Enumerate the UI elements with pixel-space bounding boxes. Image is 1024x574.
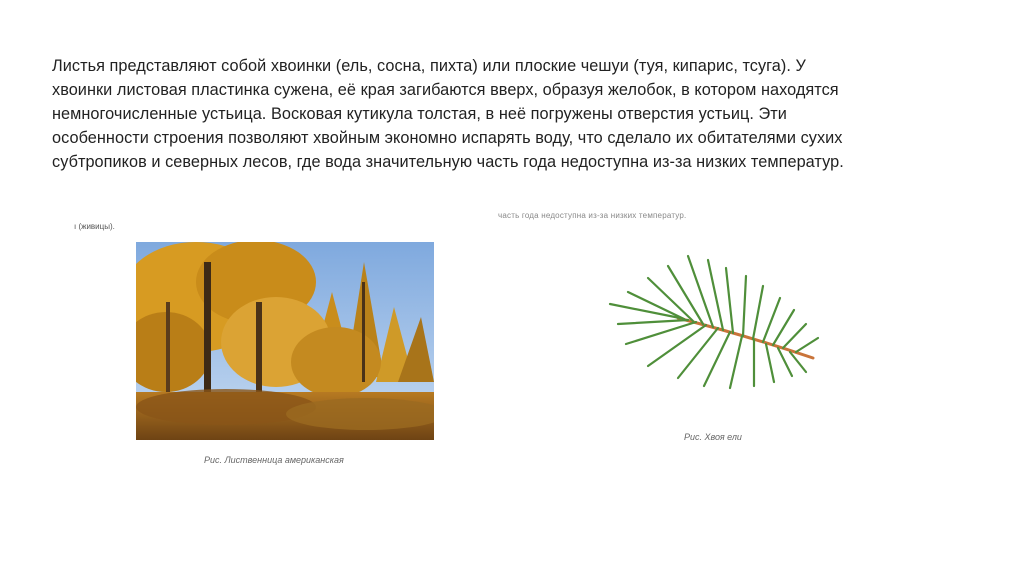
larch-forest-photo: [136, 242, 434, 440]
larch-forest-image: [136, 242, 434, 440]
spruce-caption: Рис. Хвоя ели: [684, 432, 742, 442]
larch-caption: Рис. Лиственница американская: [204, 455, 344, 465]
cropped-source-text-right: часть года недоступна из-за низких температур.: [498, 211, 687, 220]
spruce-needles-icon: [608, 248, 822, 394]
cropped-source-text-left: ı (живицы).: [74, 222, 115, 231]
body-paragraph: Листья представляют собой хвоинки (ель, сосна, пихта) или плоские чешуи (туя, кипарис, тсуга). У хвоинки листовая пластинка сужена, её края загибаются вверх, образуя желобок, в котором находятся немногочисленные устьица. Восковая кутикула толстая, в неё погружены отверстия устьиц. Эти особенности строения позволяют хвойным экономно испарять воду, что сделало их обитателями сухих субтропиков и северных лесов, где вода значительную часть года недоступна из-за низких температур.: [52, 57, 844, 171]
spruce-branch-image: [608, 248, 822, 394]
